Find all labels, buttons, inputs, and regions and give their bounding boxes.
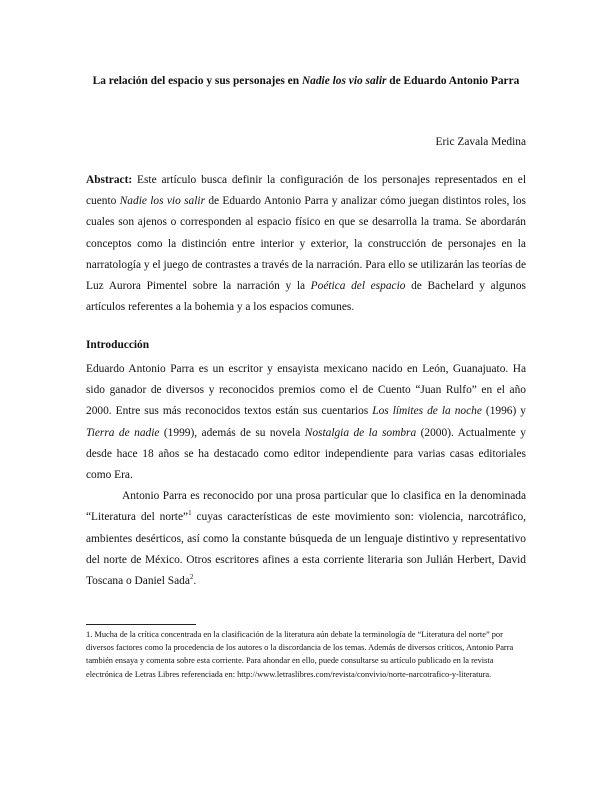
intro-text: (1996) y [481,405,526,418]
title-text-end: de Eduardo Antonio Parra [386,75,520,87]
author-name: Eric Zavala Medina [435,136,526,148]
intro-paragraph [86,486,526,592]
introduction-body [86,359,526,592]
abstract-italic: Nadie los vio salir [119,195,205,208]
intro-italic: Los límites de la noche [372,405,482,418]
intro-italic: Nostalgia de la sombra [304,426,417,439]
footnote-text: 1. Mucha de la crítica concentrada en la clasificación de la literatura aún debate la terminología de “Literatura del norte” por diversos factores como la procedencia de los autores o la discordancia de los temas. Además de diversos críticos, Antonio Parra también ensaya y comenta sobre esta corriente. Para ahondar en ello, puede consultarse su artículo publicado en la revista electrónica de Letras Libres referenciada en: http://www.letraslibres.com/revista/convivio/norte-narcotrafico-y-literatura. [86,630,514,679]
title-text: La relación del espacio y sus personajes en [92,75,302,87]
intro-text: (1999), además de su novela [159,426,305,439]
section-heading: Introducción [86,339,150,351]
title-italic-text: Nadie los vio salir [301,75,387,87]
intro-italic: Tierra de nadie [86,426,160,439]
footnote-marker[interactable]: 2 [189,573,194,582]
intro-text: cuyas características de este movimiento son: violencia, narcotráfico, ambientes desérticos, así como la constante búsqueda de un lenguaje distintivo y representativo del norte de México. Otros escritores afines a esta corriente literaria son Julián Herbert, David Toscana o Daniel Sada [86,511,526,588]
footnote-marker[interactable]: 1 [188,509,192,518]
intro-paragraph [86,359,526,486]
abstract-text: de Eduardo Antonio Parra y analizar cómo juegan distintos roles, los cuales son ajenos o corresponden al espacio físico en que se desarrolla la trama. Se abordarán conceptos como la distinción entre interior y exterior, la construcción de personajes en la narratología y el juego de contrastes a través de la narración. Para ello se utilizarán las teorías de Luz Aurora Pimentel sobre la narración y la [86,195,526,293]
intro-text: (2000). Actualmente y desde hace 18 años se ha destacado como editor independiente para varias casas editoriales como Era. [86,426,526,482]
abstract-label: Abstract: [86,174,133,186]
abstract-paragraph [86,170,526,318]
intro-text: Antonio Parra es reconocido por una prosa particular que lo clasifica en la denominada “Literatura del norte” [86,490,526,524]
footnote-divider [86,624,196,625]
intro-text: . [193,575,197,588]
paper-title [86,70,526,92]
intro-text: Eduardo Antonio Parra es un escritor y ensayista mexicano nacido en León, Guanajuato. Ha sido ganador de diversos y reconocidos premios como el de Cuento “Juan Rulfo” en el año 2000. Entre sus más reconocidos textos están sus cuentarios [86,363,526,418]
abstract-text: Este artículo busca definir la configuración de los personajes representados en el cuento [86,174,526,208]
abstract-text: de Bachelard y algunos artículos referentes a la bohemia y a los espacios comunes. [86,280,526,314]
abstract-italic: Poética del espacio [310,280,406,293]
